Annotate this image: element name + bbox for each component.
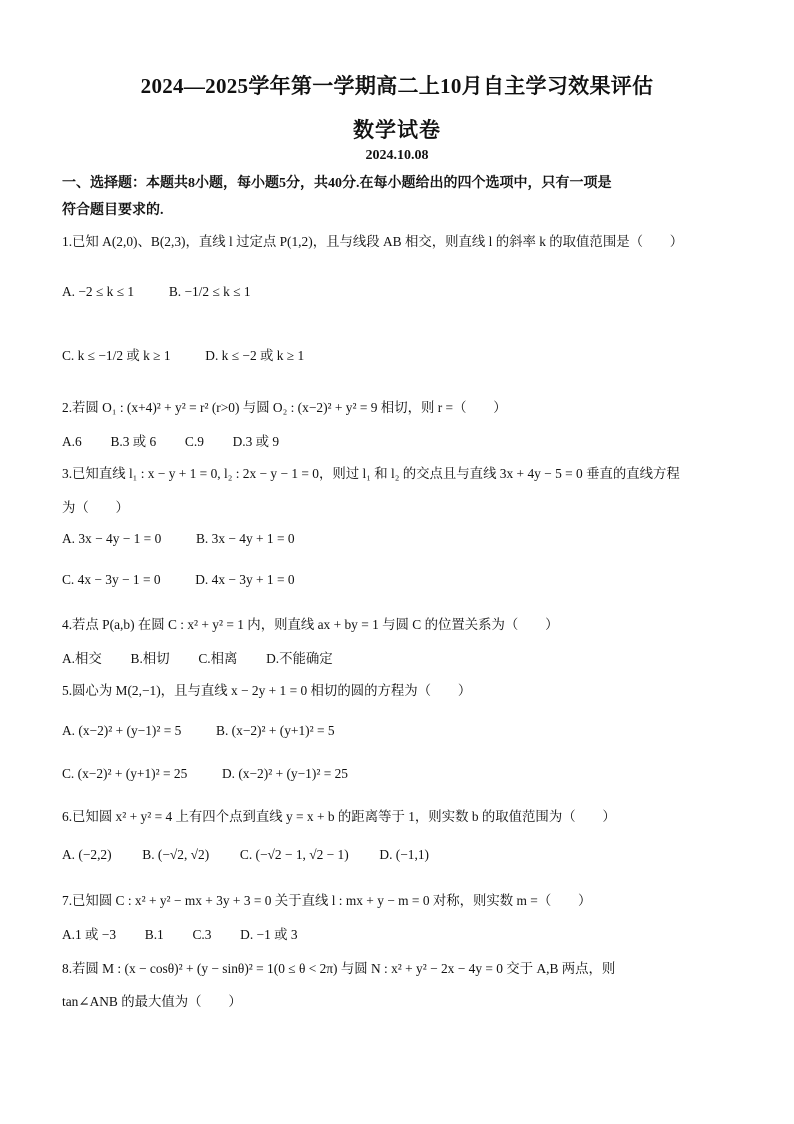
question-2-option-a: A.6	[62, 434, 82, 449]
question-1-option-d: D. k ≤ −2 或 k ≥ 1	[205, 348, 305, 363]
question-1-option-a: A. −2 ≤ k ≤ 1	[62, 284, 135, 299]
question-7-stem: 7.已知圆 C : x² + y² − mx + 3y + 3 = 0 关于直线 l : mx + y − m = 0 对称，则实数 m =（ ）	[62, 893, 592, 908]
question-1-option-b: B. −1/2 ≤ k ≤ 1	[168, 284, 251, 299]
question-1-options-row-2	[62, 345, 304, 364]
question-2-option-b: B.3 或 6	[110, 434, 157, 449]
question-6-option-b: B. (−√2, √2)	[142, 847, 210, 862]
question-7-option-d: D. −1 或 3	[240, 927, 298, 942]
question-6-stem: 6.已知圆 x² + y² = 4 上有四个点到直线 y = x + b 的距离等于 1，则实数 b 的取值范围为（ ）	[62, 809, 616, 824]
question-2-options	[62, 431, 279, 450]
question-6-option-d: D. (−1,1)	[379, 847, 429, 862]
question-4-option-a: A.相交	[62, 651, 102, 666]
question-5-stem: 5.圆心为 M(2,−1)，且与直线 x − 2y + 1 = 0 相切的圆的方程为（ ）	[62, 683, 472, 698]
question-5-option-a: A. (x−2)² + (y−1)² = 5	[62, 723, 182, 738]
question-3-option-c: C. 4x − 3y − 1 = 0	[62, 572, 161, 587]
question-7-option-a: A.1 或 −3	[62, 927, 117, 942]
question-6-option-a: A. (−2,2)	[62, 847, 112, 862]
question-2-option-c: C.9	[184, 434, 204, 449]
question-7-option-b: B.1	[144, 927, 164, 942]
question-4-options	[62, 648, 333, 667]
question-3-stem-line-1: 3.已知直线 l₁ : x − y + 1 = 0, l₂ : 2x − y − 1 = 0，则过 l₁ 和 l₂ 的交点且与直线 3x + 4y − 5 = 0 垂直的直线方程	[62, 466, 680, 481]
question-4-option-c: C.相离	[198, 651, 238, 666]
question-3-option-b: B. 3x − 4y + 1 = 0	[196, 531, 295, 546]
question-4-stem: 4.若点 P(a,b) 在圆 C : x² + y² = 1 内，则直线 ax + by = 1 与圆 C 的位置关系为（ ）	[62, 617, 559, 632]
question-3-option-d: D. 4x − 3y + 1 = 0	[195, 572, 295, 587]
section-heading-line-2: 符合题目要求的.	[62, 203, 164, 218]
question-5-option-c: C. (x−2)² + (y+1)² = 25	[62, 766, 188, 781]
question-5-options-row-2	[62, 766, 348, 782]
question-5-option-d: D. (x−2)² + (y−1)² = 25	[221, 766, 348, 781]
exam-date: 2024.10.08	[365, 148, 429, 163]
question-2-option-d: D.3 或 9	[232, 434, 280, 449]
question-4-option-b: B.相切	[130, 651, 170, 666]
question-7-options	[62, 924, 298, 943]
question-4-option-d: D.不能确定	[266, 651, 333, 666]
exam-subtitle: 数学试卷	[353, 118, 441, 142]
question-3-options-row-1	[62, 531, 295, 547]
question-7-option-c: C.3	[192, 927, 212, 942]
question-5-option-b: B. (x−2)² + (y+1)² = 5	[216, 723, 335, 738]
section-heading-line-1: 一、选择题：本题共8小题，每小题5分，共40分.在每小题给出的四个选项中，只有一项是	[62, 176, 612, 191]
question-2-stem: 2.若圆 O₁ : (x+4)² + y² = r² (r>0) 与圆 O₂ : (x−2)² + y² = 9 相切，则 r =（ ）	[62, 400, 507, 415]
question-3-option-a: A. 3x − 4y − 1 = 0	[62, 531, 162, 546]
question-1-stem: 1.已知 A(2,0)、B(2,3)，直线 l 过定点 P(1,2)，且与线段 AB 相交，则直线 l 的斜率 k 的取值范围是（ ）	[62, 234, 684, 249]
exam-title: 2024—2025学年第一学期高二上10月自主学习效果评估	[140, 74, 654, 98]
question-6-options	[62, 847, 429, 863]
question-3-stem-line-2: 为（ ）	[62, 500, 129, 515]
question-1-option-c: C. k ≤ −1/2 或 k ≥ 1	[62, 348, 171, 363]
question-5-options-row-1	[62, 723, 335, 739]
question-6-option-c: C. (−√2 − 1, √2 − 1)	[239, 847, 349, 862]
question-1-options-row-1	[62, 284, 251, 300]
question-8-stem-line-1: 8.若圆 M : (x − cosθ)² + (y − sinθ)² = 1(0 ≤ θ < 2π) 与圆 N : x² + y² − 2x − 4y = 0 交于 A,B 两点，则	[62, 961, 616, 976]
question-8-stem-line-2: tan∠ANB 的最大值为（ ）	[62, 994, 242, 1009]
question-3-options-row-2	[62, 572, 295, 588]
